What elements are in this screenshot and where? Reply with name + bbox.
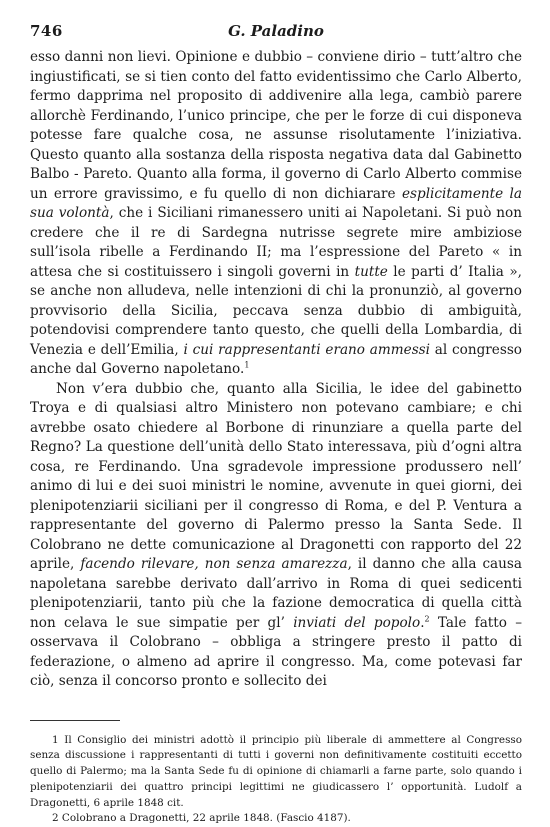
italic-run: inviati del popolo [293,615,420,631]
text-run: , che i Siciliani rimanessero uniti ai Napoletani. Si può non credere che il re di Sardegna nutrisse segrete mire ambiziose sull’isola ribelle a Ferdinando II; ma l’espressione del Pareto « in attesa che si costituissero i singoli governi in [30,205,522,280]
paragraph-1 [30,48,522,380]
footnote-ref: 2 [425,614,430,623]
book-page [30,18,522,827]
footnote-2: 2 Colobrano a Dragonetti, 22 aprile 1848. (Fascio 4187). [30,811,522,827]
italic-run: facendo rilevare, non senza amarezza [80,556,347,572]
paragraph-2 [30,380,522,692]
text-run: esso danni non lievi. Opinione e dubbio – conviene dirio – tutt’altro che ingiustificati, se si tien conto del fatto evidentissimo che Carlo Alberto, fermo dapprima nel proposito di addivenire alla lega, cambiò parere allorchè Ferdinando, l’unico principe, che per le forze di cui disponeva potesse fare qualche cosa, ne assunse risolutamente l’iniziativa. Questo quanto alla sostanza della risposta negativa data dal Gabinetto Balbo - Pareto. Quanto alla forma, il governo di Carlo Alberto commise un errore gravissimo, e fu quello di non dichiarare [30,49,522,202]
text-run: , il danno che alla causa napoletana sarebbe derivato dall’arrivo in Roma di quei sedicenti plenipotenziarii, tanto più che la fazione democratica di quella città non celava le sue simpatie per gl’ [30,556,522,631]
text-run: . [420,615,424,631]
italic-run: esplicitamente la sua volontà [30,186,522,222]
text-run: Tale fatto – osservava il Colobrano – obbliga a stringere presto il patto di federazione, o almeno ad aprire il congresso. Ma, come potevasi far ciò, senza il concorso pronto e sollecito dei [30,615,522,690]
italic-run: i cui rappresentanti erano ammessi [184,342,431,358]
text-run: Non v’era dubbio che, quanto alla Sicilia, le idee del gabinetto Troya e di qualsiasi altro Ministero non potevano cambiare; e chi avrebbe osato chiedere al Borbone di rinunziare a quella parte del Regno? La questione dell’unità dello Stato interessava, più d’ogni altra cosa, re Ferdinando. Una sgradevole impressione produssero nell’ animo di lui e dei suoi ministri le nomine, avvenute in quei giorni, dei plenipotenziarii siciliani per il congresso di Roma, e del P. Ventura a rappresentante del governo di Palermo presso la Santa Sede. Il Colobrano ne dette comunicazione al Dragonetti con rapporto del 22 aprile, [30,381,522,573]
text-run: le parti d’ Italia », se anche non alludeva, nelle intenzioni di chi la pronunziò, al governo provvisorio della Sicilia, peccava senza dubbio di ambiguità, potendovisi comprendere tanto questo, che quelli della Lombardia, di Venezia e dell’Emilia, [30,264,522,358]
footnote-ref: 1 [244,360,249,369]
footnote-1: 1 Il Consiglio dei ministri adottò il principio più liberale di ammettere al Congresso senza discussione i rappresentanti di tutti i governi non definitivamente costituiti eccetto quello di Palermo; ma la Santa Sede fu di opinione di chiamarli a farne parte, solo quando i plenipotenziarii dei quattro principi legittimi ne giudicassero l’ opportunità. Ludolf a Dragonetti, 6 aprile 1848 cit. [30,733,522,812]
footnotes [30,733,522,827]
page-number: 746 [30,22,63,40]
footnote-divider [30,720,120,721]
text-run: al congresso anche dal Governo napoletano. [30,342,522,378]
main-text [30,48,522,692]
italic-run: tutte [355,264,388,280]
page-header [30,18,522,48]
running-title: G. Paladino [30,22,522,40]
